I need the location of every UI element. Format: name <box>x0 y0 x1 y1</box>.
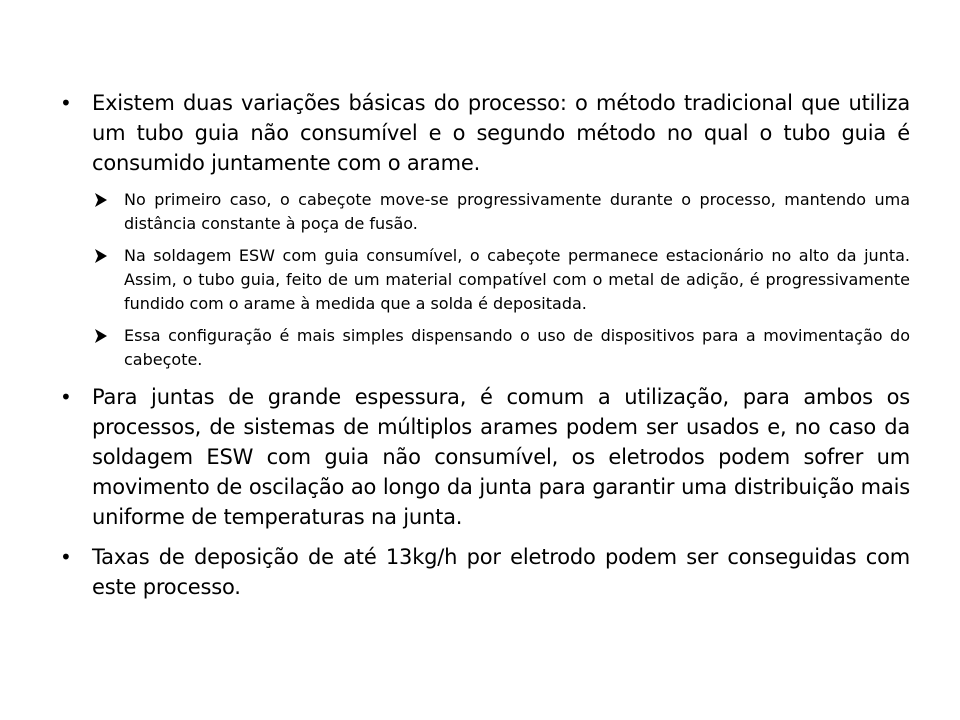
sub-bullet-item <box>92 244 910 316</box>
bullet-text: Taxas de deposição de até 13kg/h por eletrodo podem ser conseguidas com este processo. <box>92 545 910 599</box>
sub-bullet-text: No primeiro caso, o cabeçote move-se progressivamente durante o processo, mantendo uma distância constante à poça de fusão. <box>124 190 910 233</box>
bullet-item <box>60 542 910 602</box>
arrowhead-bullet-icon <box>92 192 108 208</box>
bullet-list <box>60 88 910 612</box>
bullet-item <box>60 382 910 532</box>
bullet-dot-icon: • <box>60 91 72 115</box>
bullet-text: Existem duas variações básicas do processo: o método tradicional que utiliza um tubo guia não consumível e o segundo método no qual o tubo guia é consumido juntamente com o arame. <box>92 91 910 175</box>
bullet-item <box>60 88 910 372</box>
sub-bullet-item <box>92 188 910 236</box>
sub-bullet-item <box>92 324 910 372</box>
bullet-text: Para juntas de grande espessura, é comum a utilização, para ambos os processos, de sistemas de múltiplos arames podem ser usados e, no caso da soldagem ESW com guia não consumível, os eletrodos podem sofrer um movimento de oscilação ao longo da junta para garantir uma distribuição mais uniforme de temperaturas na junta. <box>92 385 910 529</box>
sub-bullet-list <box>92 188 910 372</box>
bullet-dot-icon: • <box>60 545 72 569</box>
arrowhead-bullet-icon <box>92 328 108 344</box>
bullet-dot-icon: • <box>60 385 72 409</box>
sub-bullet-text: Essa configuração é mais simples dispensando o uso de dispositivos para a movimentação do cabeçote. <box>124 326 910 369</box>
sub-bullet-text: Na soldagem ESW com guia consumível, o cabeçote permanece estacionário no alto da junta. Assim, o tubo guia, feito de um material compatível com o metal de adição, é progressivamente fundido com o arame à medida que a solda é depositada. <box>124 246 910 313</box>
arrowhead-bullet-icon <box>92 248 108 264</box>
